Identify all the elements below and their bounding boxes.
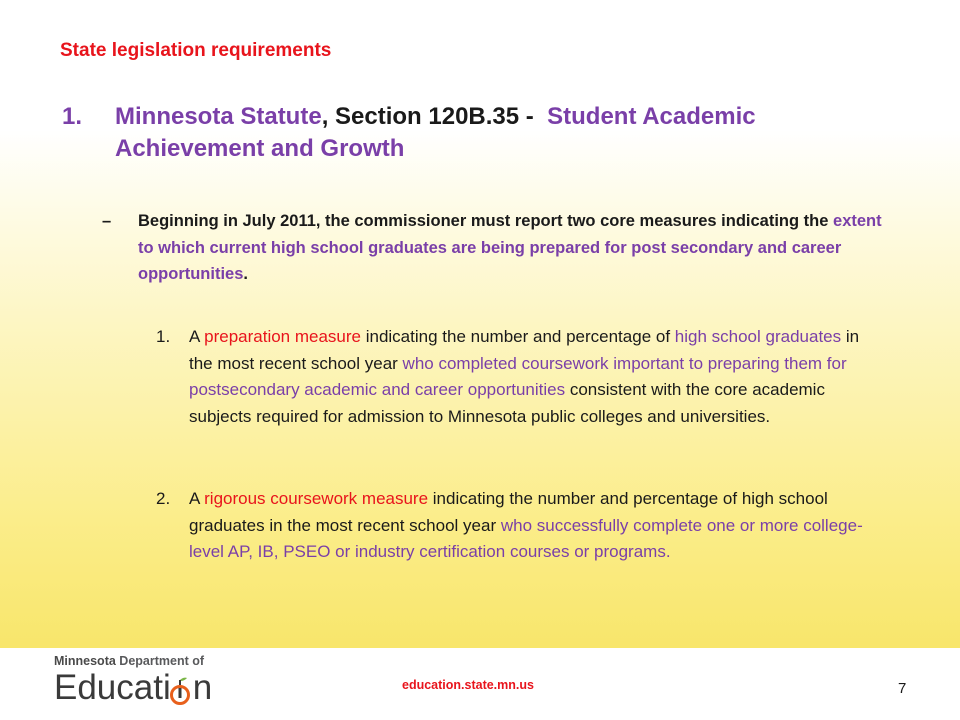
requirement-bullet bbox=[102, 208, 892, 288]
measure-number: 2. bbox=[156, 489, 171, 508]
statute-heading bbox=[62, 101, 892, 165]
logo-word-end: n bbox=[192, 668, 213, 707]
measure-highlight: high school graduates bbox=[674, 327, 842, 346]
logo-department: Department of bbox=[115, 654, 205, 668]
apple-icon bbox=[169, 676, 191, 706]
slide-title: State legislation requirements bbox=[60, 40, 332, 61]
statute-number: 1. bbox=[62, 103, 83, 130]
measure-text: indicating the number and percentage of bbox=[361, 327, 675, 346]
measure-name: preparation measure bbox=[204, 327, 361, 346]
measure-name: rigorous coursework measure bbox=[204, 489, 429, 508]
measure-highlight: who successfully complete one or more college-level AP, IB, PSEO or industry certification courses or programs. bbox=[189, 515, 863, 561]
requirement-highlight: extent to which current high school graduates are being prepared for post secondary and career opportunities bbox=[138, 212, 882, 283]
mde-logo bbox=[54, 654, 212, 708]
site-url: education.state.mn.us bbox=[402, 678, 534, 692]
measure-item-2 bbox=[156, 486, 886, 566]
statute-subject: Student Academic Achievement and Growth bbox=[115, 103, 756, 162]
page-number: 7 bbox=[898, 680, 907, 697]
measure-text: consistent with the core academic subjects required for admission to Minnesota public colleges and universities. bbox=[189, 380, 825, 426]
statute-section: Section 120B.35 - bbox=[328, 103, 534, 130]
dash-marker: – bbox=[102, 212, 112, 230]
statute-name: Minnesota Statute bbox=[115, 103, 322, 130]
requirement-lead: Beginning in July 2011, the commissioner must report two core measures indicating the bbox=[138, 212, 834, 230]
measure-highlight: who completed coursework important to preparing them for postsecondary academic and career opportunities bbox=[189, 353, 847, 399]
logo-education-word bbox=[54, 668, 212, 708]
measure-text: A bbox=[189, 327, 205, 346]
requirement-end: . bbox=[243, 265, 248, 283]
statute-comma: , bbox=[321, 103, 329, 130]
measure-text: A bbox=[189, 489, 205, 508]
logo-state: Minnesota bbox=[54, 654, 116, 668]
logo-word-start: Educati bbox=[54, 668, 171, 707]
measure-number: 1. bbox=[156, 327, 171, 346]
logo-department-line bbox=[54, 654, 212, 668]
measure-text: in the most recent school year bbox=[189, 327, 860, 373]
measure-text: indicating the number and percentage of high school graduates in the most recent school year bbox=[189, 489, 828, 535]
measure-item-1 bbox=[156, 324, 886, 430]
